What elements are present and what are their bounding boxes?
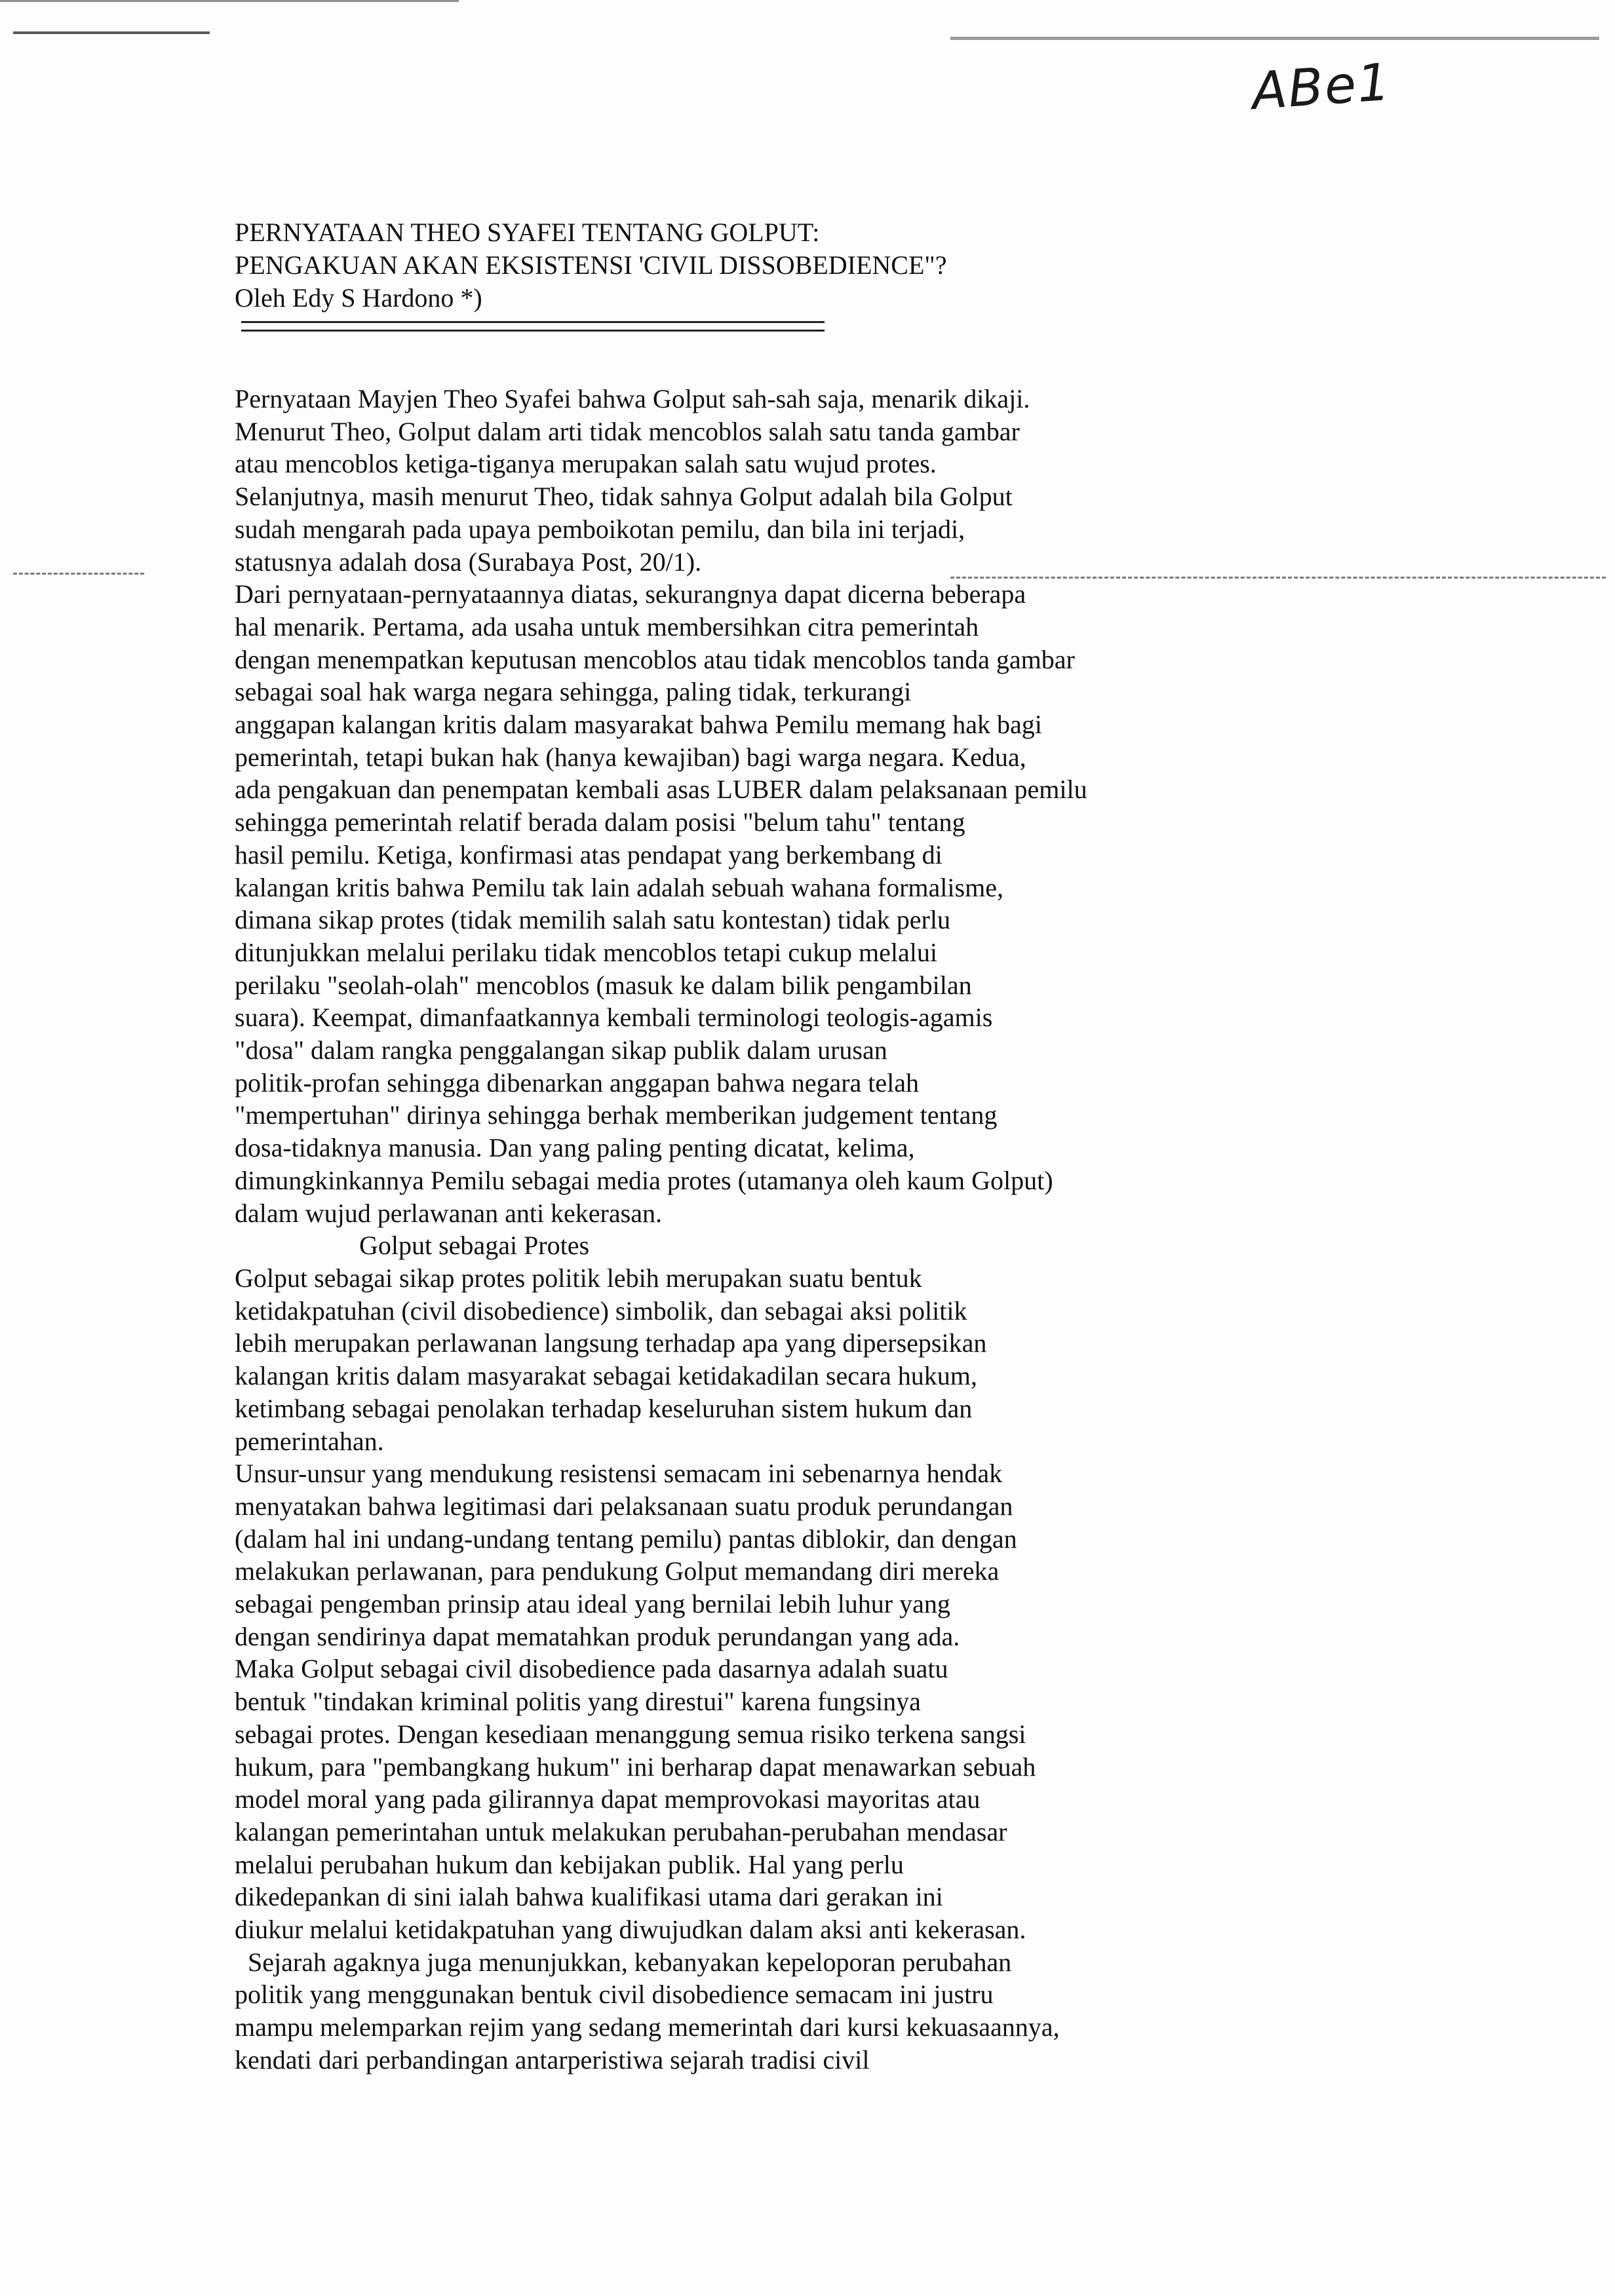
body-line: Golput sebagai sikap protes politik lebih merupakan suatu bentuk bbox=[235, 1263, 922, 1293]
body-line: ada pengakuan dan penempatan kembali asas LUBER dalam pelaksanaan pemilu bbox=[235, 775, 1087, 805]
article-body bbox=[235, 383, 1401, 2076]
body-line: hal menarik. Pertama, ada usaha untuk membersihkan citra pemerintah bbox=[235, 611, 979, 641]
body-line: Pernyataan Mayjen Theo Syafei bahwa Golput sah-sah saja, menarik dikaji. bbox=[235, 384, 1030, 413]
body-line: kalangan pemerintahan untuk melakukan perubahan-perubahan mendasar bbox=[235, 1816, 1007, 1846]
body-line: anggapan kalangan kritis dalam masyarakat bahwa Pemilu memang hak bagi bbox=[235, 710, 1042, 740]
body-line: ketidakpatuhan (civil disobedience) simbolik, dan sebagai aksi politik bbox=[235, 1295, 967, 1326]
body-line: pemerintah, tetapi bukan hak (hanya kewajiban) bagi warga negara. Kedua, bbox=[235, 742, 1026, 772]
body-line: dalam wujud perlawanan anti kekerasan. bbox=[235, 1198, 662, 1228]
body-line: perilaku "seolah-olah" mencoblos (masuk ke dalam bilik pengambilan bbox=[235, 970, 972, 1000]
body-line: "mempertuhan" dirinya sehingga berhak memberikan judgement tentang bbox=[235, 1100, 998, 1130]
body-line: sudah mengarah pada upaya pemboikotan pemilu, dan bila ini terjadi, bbox=[235, 514, 965, 544]
body-line: statusnya adalah dosa (Surabaya Post, 20/1). bbox=[235, 546, 702, 577]
body-line: melalui perubahan hukum dan kebijakan publik. Hal yang perlu bbox=[235, 1849, 904, 1879]
body-line: "dosa" dalam rangka penggalangan sikap publik dalam urusan bbox=[235, 1035, 887, 1065]
body-line: Dari pernyataan-pernyataannya diatas, sekurangnya dapat dicerna beberapa bbox=[235, 579, 1026, 609]
body-line: pemerintahan. bbox=[235, 1426, 384, 1456]
body-line: model moral yang pada gilirannya dapat memprovokasi mayoritas atau bbox=[235, 1784, 981, 1814]
article-byline: Oleh Edy S Hardono *) bbox=[235, 283, 482, 313]
body-line: kendati dari perbandingan antarperistiwa sejarah tradisi civil bbox=[235, 2044, 870, 2075]
body-line: sebagai soal hak warga negara sehingga, paling tidak, terkurangi bbox=[235, 677, 912, 707]
body-line: sebagai protes. Dengan kesediaan menanggung semua risiko terkena sangsi bbox=[235, 1719, 1026, 1749]
body-line: kalangan kritis dalam masyarakat sebagai ketidakadilan secara hukum, bbox=[235, 1361, 977, 1391]
body-line: dosa-tidaknya manusia. Dan yang paling penting dicatat, kelima, bbox=[235, 1133, 915, 1163]
body-line: (dalam hal ini undang-undang tentang pemilu) pantas diblokir, dan dengan bbox=[235, 1523, 1017, 1554]
body-line: Menurut Theo, Golput dalam arti tidak mencoblos salah satu tanda gambar bbox=[235, 416, 1020, 446]
scan-noise-top-right bbox=[950, 37, 1599, 40]
body-line: Unsur-unsur yang mendukung resistensi semacam ini sebenarnya hendak bbox=[235, 1459, 1003, 1489]
body-line: ditunjukkan melalui perilaku tidak mencoblos tetapi cukup melalui bbox=[235, 937, 937, 967]
scan-dash-left bbox=[13, 573, 144, 575]
body-line: suara). Keempat, dimanfaatkannya kembali terminologi teologis-agamis bbox=[235, 1003, 993, 1033]
body-line: diukur melalui ketidakpatuhan yang diwujudkan dalam aksi anti kekerasan. bbox=[235, 1915, 1026, 1945]
body-line: dengan sendirinya dapat mematahkan produk perundangan yang ada. bbox=[235, 1621, 960, 1651]
body-line: sebagai pengemban prinsip atau ideal yang bernilai lebih luhur yang bbox=[235, 1589, 950, 1619]
body-line: lebih merupakan perlawanan langsung terhadap apa yang dipersepsikan bbox=[235, 1328, 987, 1358]
body-line: mampu melemparkan rejim yang sedang memerintah dari kursi kekuasaannya, bbox=[235, 2012, 1060, 2042]
body-line: melakukan perlawanan, para pendukung Golput memandang diri mereka bbox=[235, 1556, 1000, 1586]
body-line: dikedepankan di sini ialah bahwa kualifikasi utama dari gerakan ini bbox=[235, 1882, 943, 1912]
body-line: bentuk "tindakan kriminal politis yang direstui" karena fungsinya bbox=[235, 1687, 921, 1717]
article bbox=[235, 216, 1401, 2076]
body-line: dimana sikap protes (tidak memilih salah satu kontestan) tidak perlu bbox=[235, 905, 950, 935]
article-title-line-2: PENGAKUAN AKAN EKSISTENSI 'CIVIL DISSOBEDIENCE"? bbox=[235, 250, 947, 280]
section-subheading: Golput sebagai Protes bbox=[359, 1231, 590, 1261]
scan-noise-top-left bbox=[13, 31, 210, 34]
body-line: dimungkinkannya Pemilu sebagai media protes (utamanya oleh kaum Golput) bbox=[235, 1165, 1053, 1195]
handwritten-note: ABe1 bbox=[1250, 52, 1393, 122]
body-line: politik yang menggunakan bentuk civil disobedience semacam ini justru bbox=[235, 1980, 994, 2010]
body-line: dengan menempatkan keputusan mencoblos atau tidak mencoblos tanda gambar bbox=[235, 644, 1075, 674]
body-line: Selanjutnya, masih menurut Theo, tidak sahnya Golput adalah bila Golput bbox=[235, 482, 1013, 512]
body-line: kalangan kritis bahwa Pemilu tak lain adalah sebuah wahana formalisme, bbox=[235, 872, 1003, 902]
body-line: hukum, para "pembangkang hukum" ini berharap dapat menawarkan sebuah bbox=[235, 1751, 1036, 1782]
scan-noise-top-rule bbox=[0, 0, 459, 2]
body-line: menyatakan bahwa legitimasi dari pelaksanaan suatu produk perundangan bbox=[235, 1491, 1013, 1521]
article-title-line-1: PERNYATAAN THEO SYAFEI TENTANG GOLPUT: bbox=[235, 218, 820, 247]
body-line: sehingga pemerintah relatif berada dalam posisi "belum tahu" tentang bbox=[235, 807, 965, 837]
body-line: atau mencoblos ketiga-tiganya merupakan salah satu wujud protes. bbox=[235, 449, 937, 479]
body-line: politik-profan sehingga dibenarkan anggapan bahwa negara telah bbox=[235, 1067, 920, 1098]
body-line: Maka Golput sebagai civil disobedience pada dasarnya adalah suatu bbox=[235, 1654, 948, 1684]
body-line: hasil pemilu. Ketiga, konfirmasi atas pendapat yang berkembang di bbox=[235, 839, 943, 870]
body-line: ketimbang sebagai penolakan terhadap keseluruhan sistem hukum dan bbox=[235, 1393, 973, 1423]
title-double-rule bbox=[241, 321, 825, 332]
body-line: Sejarah agaknya juga menunjukkan, kebanyakan kepeloporan perubahan bbox=[248, 1947, 1012, 1977]
